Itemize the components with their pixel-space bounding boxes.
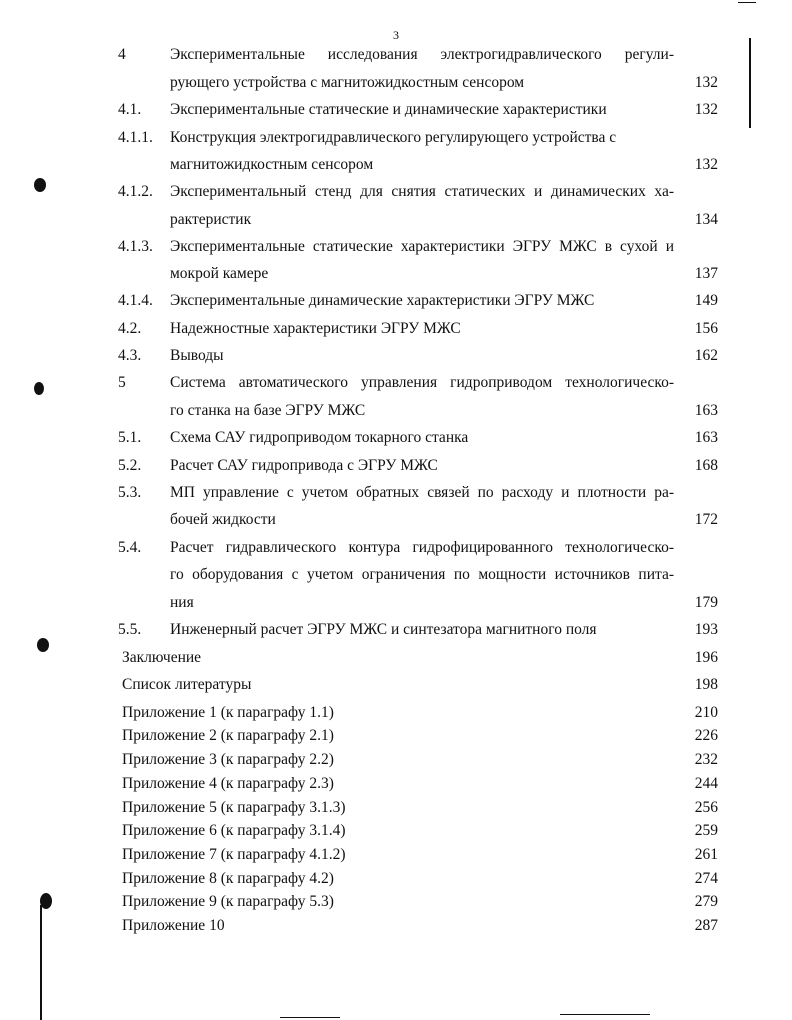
toc-entry [0, 290, 792, 312]
toc-entry [0, 674, 792, 696]
toc-title: Приложение 9 (к параграфу 5.3) [122, 893, 334, 910]
toc-entry [0, 725, 792, 747]
toc-title: Приложение 2 (к параграфу 2.1) [122, 727, 334, 744]
page-number: 3 [393, 28, 399, 42]
bottom-edge-dash [560, 1014, 650, 1015]
toc-entry [0, 181, 792, 203]
toc-page: 132 [694, 156, 718, 173]
toc-page: 274 [694, 870, 718, 887]
toc-title: Приложение 10 [122, 917, 225, 934]
toc-entry [0, 702, 792, 724]
toc-title: Расчет гидравлического контура гидрофицированного технологическо- [170, 539, 674, 556]
toc-number: 5.2. [118, 457, 142, 474]
toc-title: Экспериментальные статические и динамические характеристики [170, 101, 607, 118]
toc-title: Инженерный расчет ЭГРУ МЖС и синтезатора магнитного поля [170, 621, 597, 638]
toc-entry [0, 844, 792, 866]
binding-hole-mark [34, 178, 46, 192]
toc-title: го оборудования с учетом ограничения по мощности источников пита- [170, 566, 674, 583]
toc-page: 261 [694, 846, 718, 863]
toc-entry-continuation [0, 263, 792, 285]
toc-title: Приложение 5 (к параграфу 3.1.3) [122, 799, 346, 816]
toc-page: 163 [694, 429, 718, 446]
toc-page: 210 [694, 704, 718, 721]
toc-title: Экспериментальный стенд для снятия статических и динамических ха- [170, 183, 674, 200]
toc-title: го станка на базе ЭГРУ МЖС [170, 402, 366, 419]
toc-entry-continuation [0, 592, 792, 614]
toc-entry [0, 318, 792, 340]
toc-number: 4.1. [118, 101, 142, 118]
toc-entry [0, 749, 792, 771]
toc-number: 5.1. [118, 429, 142, 446]
toc-number: 5 [118, 374, 126, 391]
toc-entry-continuation [0, 509, 792, 531]
toc-entry [0, 891, 792, 913]
toc-number: 4.2. [118, 320, 142, 337]
toc-number: 5.5. [118, 621, 142, 638]
toc-page: 132 [694, 101, 718, 118]
toc-title: Приложение 8 (к параграфу 4.2) [122, 870, 334, 887]
toc-title: Приложение 6 (к параграфу 3.1.4) [122, 822, 346, 839]
toc-entry [0, 427, 792, 449]
toc-number: 4.1.1. [118, 129, 153, 146]
toc-page: 256 [694, 799, 718, 816]
toc-page: 149 [694, 292, 718, 309]
toc-entry [0, 44, 792, 66]
toc-title: бочей жидкости [170, 511, 276, 528]
toc-page: 259 [694, 822, 718, 839]
top-right-dash [738, 2, 756, 3]
toc-entry [0, 647, 792, 669]
toc-number: 4.3. [118, 347, 142, 364]
toc-entry-continuation [0, 564, 792, 586]
left-edge-line [40, 905, 42, 1020]
toc-entry [0, 482, 792, 504]
toc-entry-continuation [0, 72, 792, 94]
toc-entry [0, 915, 792, 937]
toc-entry [0, 345, 792, 367]
toc-number: 4.1.3. [118, 238, 153, 255]
toc-title: Экспериментальные исследования электрогидравлического регули- [170, 46, 674, 63]
toc-title: рактеристик [170, 211, 252, 228]
toc-title: МП управление с учетом обратных связей по расходу и плотности ра- [170, 484, 674, 501]
toc-entry-continuation [0, 154, 792, 176]
toc-page: 179 [694, 594, 718, 611]
toc-title: Экспериментальные динамические характеристики ЭГРУ МЖС [170, 292, 595, 309]
toc-entry-continuation [0, 209, 792, 231]
toc-title: Система автоматического управления гидроприводом технологическо- [170, 374, 674, 391]
toc-page: 132 [694, 74, 718, 91]
toc-entry [0, 99, 792, 121]
toc-title: рующего устройства с магнитожидкостным сенсором [170, 74, 525, 91]
toc-title: Надежностные характеристики ЭГРУ МЖС [170, 320, 461, 337]
toc-number: 5.3. [118, 484, 142, 501]
toc-page: 156 [694, 320, 718, 337]
toc-title: магнитожидкостным сенсором [170, 156, 374, 173]
toc-page: 226 [694, 727, 718, 744]
toc-entry-continuation [0, 400, 792, 422]
binding-hole-mark [37, 638, 49, 652]
toc-page: 172 [694, 511, 718, 528]
toc-title: Заключение [122, 649, 202, 666]
toc-title: мокрой камере [170, 265, 269, 282]
toc-page: 134 [694, 211, 718, 228]
toc-page: 137 [694, 265, 718, 282]
toc-title: Выводы [170, 347, 224, 364]
toc-page: 198 [694, 676, 718, 693]
toc-page: 196 [694, 649, 718, 666]
toc-title: Приложение 7 (к параграфу 4.1.2) [122, 846, 346, 863]
toc-page: 287 [694, 917, 718, 934]
toc-entry [0, 619, 792, 641]
toc-title: Приложение 1 (к параграфу 1.1) [122, 704, 334, 721]
toc-page: 244 [694, 775, 718, 792]
right-edge-line [749, 38, 751, 128]
toc-page: 279 [694, 893, 718, 910]
bottom-edge-dash [280, 1017, 340, 1018]
binding-hole-mark [34, 382, 44, 395]
toc-entry [0, 820, 792, 842]
toc-title: Приложение 4 (к параграфу 2.3) [122, 775, 334, 792]
toc-page: 163 [694, 402, 718, 419]
toc-title: Приложение 3 (к параграфу 2.2) [122, 751, 334, 768]
toc-title: Экспериментальные статические характеристики ЭГРУ МЖС в сухой и [170, 238, 674, 255]
toc-entry [0, 127, 792, 149]
toc-title: ния [170, 594, 194, 611]
toc-number: 4.1.2. [118, 183, 153, 200]
toc-title: Список литературы [122, 676, 252, 693]
toc-entry [0, 868, 792, 890]
toc-page: 193 [694, 621, 718, 638]
toc-page: 232 [694, 751, 718, 768]
toc-entry [0, 797, 792, 819]
toc-page: 162 [694, 347, 718, 364]
toc-entry [0, 537, 792, 559]
toc-title: Расчет САУ гидропривода с ЭГРУ МЖС [170, 457, 438, 474]
toc-entry [0, 773, 792, 795]
toc-number: 4 [118, 46, 126, 63]
toc-page: 168 [694, 457, 718, 474]
toc-number: 5.4. [118, 539, 142, 556]
toc-number: 4.1.4. [118, 292, 153, 309]
toc-title: Конструкция электрогидравлического регулирующего устройства с [170, 129, 617, 146]
toc-entry [0, 455, 792, 477]
toc-title: Схема САУ гидроприводом токарного станка [170, 429, 469, 446]
toc-entry [0, 236, 792, 258]
toc-entry [0, 372, 792, 394]
